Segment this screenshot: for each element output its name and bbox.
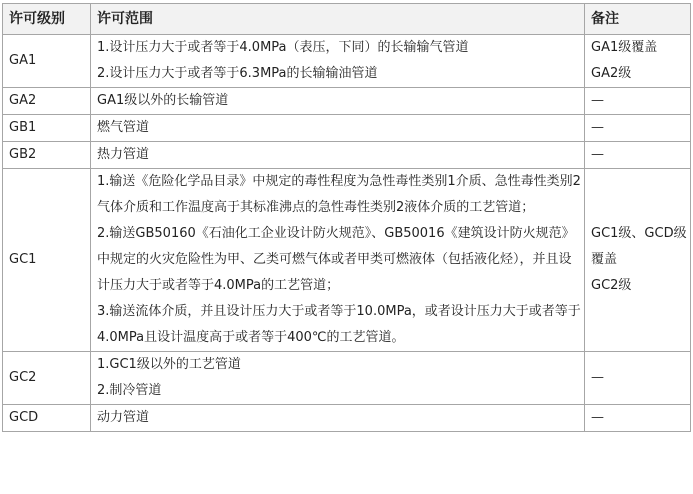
scope-cell: 动力管道 bbox=[91, 405, 585, 432]
scope-line: 2.制冷管道 bbox=[97, 383, 162, 398]
note-cell: — bbox=[585, 142, 691, 169]
scope-cell: 燃气管道 bbox=[91, 115, 585, 142]
scope-line: 1.GC1级以外的工艺管道 bbox=[97, 357, 241, 372]
level-cell: GB1 bbox=[3, 115, 91, 142]
table-row bbox=[3, 35, 691, 88]
scope-cell: 热力管道 bbox=[91, 142, 585, 169]
table-header-row bbox=[3, 4, 691, 35]
note-cell: — bbox=[585, 88, 691, 115]
scope-line: 2.设计压力大于或者等于6.3MPa的长输输油管道 bbox=[97, 66, 378, 81]
table-row bbox=[3, 88, 691, 115]
table-row bbox=[3, 352, 691, 405]
note-cell bbox=[585, 35, 691, 88]
scope-cell bbox=[91, 352, 585, 405]
table-row bbox=[3, 169, 691, 352]
table-row bbox=[3, 115, 691, 142]
scope-cell: GA1级以外的长输管道 bbox=[91, 88, 585, 115]
note-cell: — bbox=[585, 115, 691, 142]
scope-cell bbox=[91, 169, 585, 352]
scope-line: 2.输送GB50160《石油化工企业设计防火规范》、GB50016《建筑设计防火规范》中规定的火灾危险性为甲、乙类可燃气体或者甲类可燃液体（包括液化烃），并且设计压力大于或者等于4.0MPa的工艺管道； bbox=[97, 226, 575, 293]
level-cell: GA1 bbox=[3, 35, 91, 88]
header-scope: 许可范围 bbox=[91, 4, 585, 35]
header-level: 许可级别 bbox=[3, 4, 91, 35]
scope-line: 1.输送《危险化学品目录》中规定的毒性程度为急性毒性类别1介质、急性毒性类别2气体介质和工作温度高于其标准沸点的急性毒性类别2液体介质的工艺管道； bbox=[97, 174, 581, 215]
header-note: 备注 bbox=[585, 4, 691, 35]
note-line: GC1级、GCD级覆盖 bbox=[591, 226, 687, 267]
note-cell bbox=[585, 169, 691, 352]
level-cell: GC1 bbox=[3, 169, 91, 352]
note-line: GA1级覆盖 bbox=[591, 40, 658, 55]
note-cell: — bbox=[585, 352, 691, 405]
permit-table bbox=[2, 3, 691, 432]
note-cell: — bbox=[585, 405, 691, 432]
scope-line: 3.输送流体介质，并且设计压力大于或者等于10.0MPa，或者设计压力大于或者等于4.0MPa且设计温度高于或者等于400℃的工艺管道。 bbox=[97, 304, 581, 345]
level-cell: GCD bbox=[3, 405, 91, 432]
level-cell: GB2 bbox=[3, 142, 91, 169]
note-line: GA2级 bbox=[591, 66, 632, 81]
table-row bbox=[3, 142, 691, 169]
table-row bbox=[3, 405, 691, 432]
level-cell: GA2 bbox=[3, 88, 91, 115]
note-line: GC2级 bbox=[591, 278, 632, 293]
scope-cell bbox=[91, 35, 585, 88]
level-cell: GC2 bbox=[3, 352, 91, 405]
scope-line: 1.设计压力大于或者等于4.0MPa（表压，下同）的长输输气管道 bbox=[97, 40, 469, 55]
